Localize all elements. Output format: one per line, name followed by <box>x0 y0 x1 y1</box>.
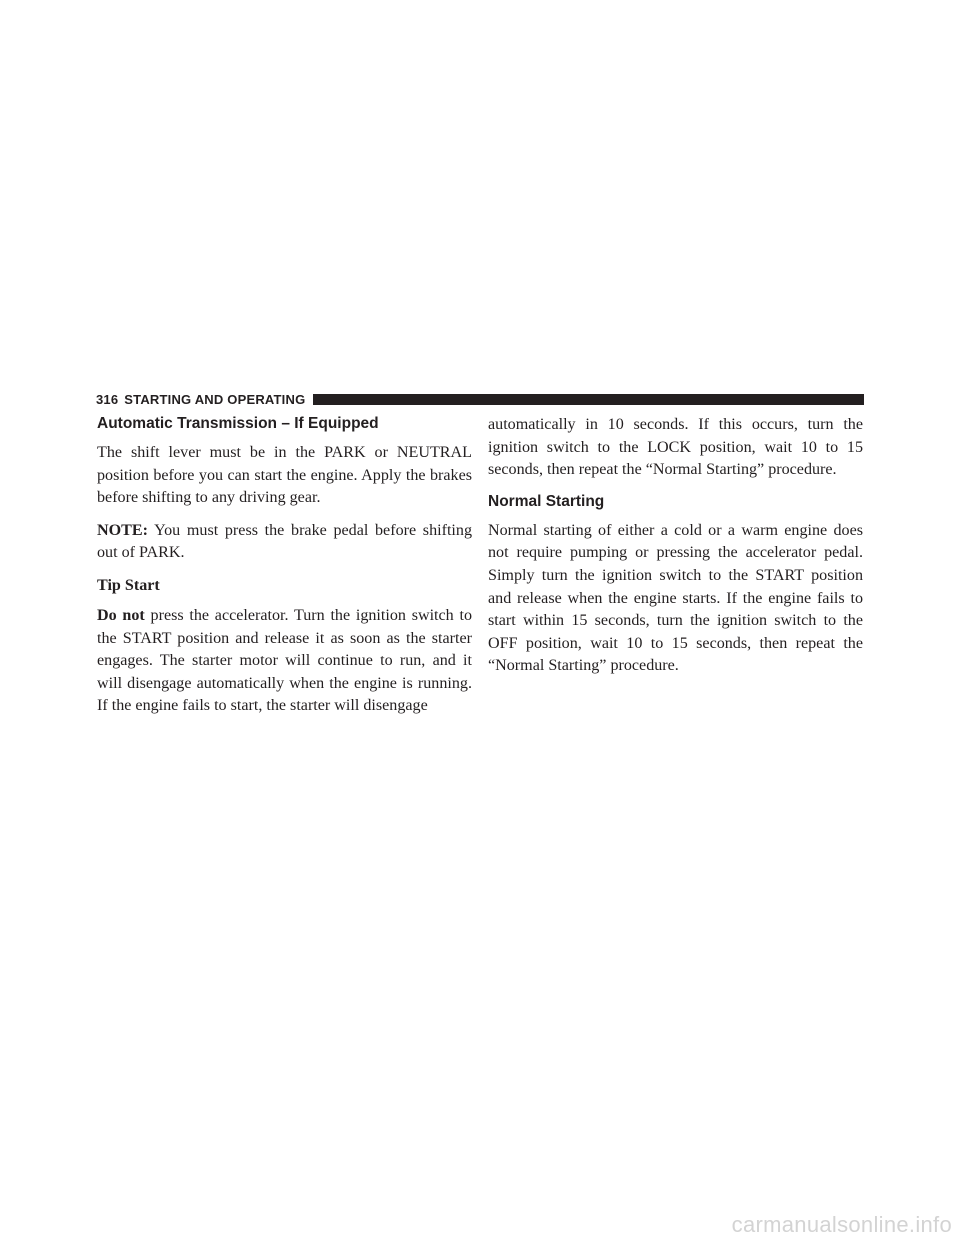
heading-normal-starting: Normal Starting <box>488 492 605 510</box>
heading-tip-start: Tip Start <box>97 576 160 594</box>
section-title: STARTING AND OPERATING <box>124 391 306 407</box>
paragraph-normal-starting: Normal starting of either a cold or a warm engine does not require pumping or pressing the accelerator pedal. Simply turn the ignition switch to the START position and release when the engine starts. If the engine fails to start within 15 seconds, turn the ignition switch to the OFF position, wait 10 to 15 seconds, then repeat the “Normal Starting” procedure. <box>488 521 863 675</box>
tip-lead: Do not <box>97 606 145 624</box>
paragraph-tip-start <box>97 605 472 718</box>
left-column <box>97 414 472 728</box>
note-label: NOTE: <box>97 521 148 539</box>
heading-automatic-transmission: Automatic Transmission – If Equipped <box>97 415 379 432</box>
page-number: 316 <box>96 391 119 407</box>
watermark-link[interactable]: carmanualsonline.info <box>731 1212 952 1237</box>
header-rule <box>313 394 864 405</box>
right-column <box>488 414 863 688</box>
tip-text: press the accelerator. Turn the ignition switch to the START position and release it as soon as the starter engages. The starter motor will continue to run, and it will disengage automatically when the engine is running. If the engine fails to start, the starter will disengage <box>97 606 472 715</box>
note-paragraph <box>97 520 472 565</box>
paragraph-shift-lever: The shift lever must be in the PARK or NEUTRAL position before you can start the engine. Apply the brakes before shifting to any driving gear. <box>97 444 472 507</box>
note-text: You must press the brake pedal before shifting out of PARK. <box>97 521 472 562</box>
page-header <box>96 392 864 406</box>
paragraph-continued: automatically in 10 seconds. If this occurs, turn the ignition switch to the LOCK position, wait 10 to 15 seconds, then repeat the “Normal Starting” procedure. <box>488 416 863 479</box>
